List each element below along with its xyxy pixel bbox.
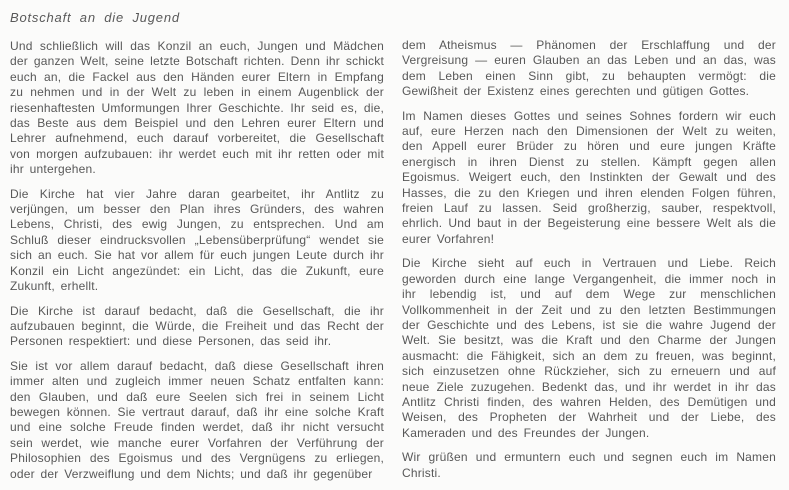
paragraph: Im Namen dieses Gottes und seines Sohnes fordern wir euch auf, eure Herzen nach den Dimensionen der Welt zu weiten, den Appell eurer Brüder zu hören und eure jungen Kräfte energisch in ihren Dienst zu stellen. Kämpft gegen allen Egoismus. Weigert euch, den Instinkten der Gewalt und des Hasses, die zu den Kriegen und ihren elenden Folgen führen, freien Lauf zu lassen. Seid großherzig, sauber, respektvoll, ehrlich. Und baut in der Begeisterung eine bessere Welt als die eurer Vorfahren!	[402, 108, 776, 246]
paragraph: Sie ist vor allem darauf bedacht, daß diese Gesellschaft ihren immer alten und zugleich immer neuen Schatz entfalten kann: den Glauben, und daß eure Seelen sich frei in seinem Licht bewegen können. Sie vertraut darauf, daß ihr eine solche Kraft und eine solche Freude finden werdet, daß ihr nicht versucht sein werdet, wie manche eurer Vorfahren der Verführung der Philosophien des Egoismus und des Vergnügens zu erliegen, oder der Verzweiflung und dem Nichts; und daß ihr gegenüber	[10, 358, 384, 481]
paragraph: Und schließlich will das Konzil an euch, Jungen und Mädchen der ganzen Welt, seine letzte Botschaft richten. Denn ihr schickt euch an, die Fackel aus den Händen eurer Eltern in Empfang zu nehmen und in der Welt zu leben in einem Augenblick der riesenhaftesten Umformungen Ihrer Geschichte. Ihr seid es, die, das Beste aus dem Beispiel und den Lehren eurer Eltern und Lehrer aufnehmend, euch darauf vorbereitet, die Gesellschaft von morgen aufzubauen: ihr werdet euch mit ihr retten oder mit ihr untergehen.	[10, 39, 384, 177]
right-column	[402, 8, 776, 482]
paragraph: Wir grüßen und ermuntern euch und segnen euch im Namen Christi.	[402, 450, 776, 480]
paragraph: Die Kirche hat vier Jahre daran gearbeitet, ihr Antlitz zu verjüngen, um besser den Plan ihres Gründers, des wahren Lebens, Christi, des ewig Jungen, zu entsprechen. Und am Schluß dieser eindrucksvollen „Lebensüberprüfung“ wendet sie sich an euch. Sie hat vor allem für euch jungen Leute durch ihr Konzil ein Licht angezündet: ein Licht, das die Zukunft, eure Zukunft, erhellt.	[10, 186, 384, 294]
two-column-layout	[10, 8, 777, 482]
paragraph: Die Kirche ist darauf bedacht, daß die Gesellschaft, die ihr aufzubauen beginnt, die Würde, die Freiheit und das Recht der Personen respektiert: und diese Personen, das seid ihr.	[10, 303, 384, 349]
page-title: Botschaft an die Jugend	[10, 10, 180, 25]
paragraph: dem Atheismus — Phänomen der Erschlaffung und der Vergreisung — euren Glauben an das Leben und an das, was dem Leben einen Sinn gibt, zu behaupten vermögt: die Gewißheit der Existenz eines gerechten und gütigen Gottes.	[402, 38, 776, 99]
left-column	[10, 8, 384, 482]
paragraph: Die Kirche sieht auf euch in Vertrauen und Liebe. Reich geworden durch eine lange Vergangenheit, die immer noch in ihr lebendig ist, und auf dem Wege zur menschlichen Vollkommenheit in der Zeit und zu den letzten Bestimmungen der Geschichte und des Lebens, ist sie die wahre Jugend der Welt. Sie besitzt, was die Kraft und den Charme der Jungen ausmacht: die Fähigkeit, sich an dem zu freuen, was beginnt, sich einzusetzen ohne Rückzieher, sich zu erneuern und auf neue Ziele zuzugehen. Bedenkt das, und ihr werdet in ihr das Antlitz Christi finden, des wahren Helden, des Demütigen und Weisen, des Propheten der Wahrheit und der Liebe, des Kameraden und des Freundes der Jungen.	[402, 256, 776, 440]
